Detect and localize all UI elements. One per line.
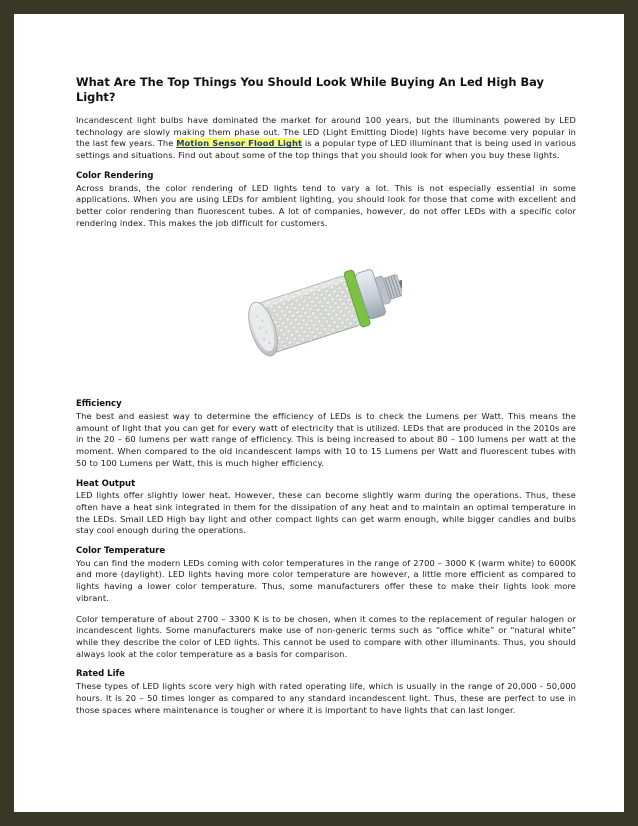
document-page <box>14 14 624 812</box>
section-body-efficiency: The best and easiest way to determine the efficiency of LEDs is to check the Lumens per Watt. This means the amount of light that you can get for every watt of electricity that is utilized. LEDs that are produced in the 2010s are in the 20 – 60 lumens per watt range of efficiency. This is being increased to about 80 – 100 lumens per watt at the moment. When compared to the old incandescent lamps with 10 to 15 Lumens per Watt and fluorescent tubes with 50 to 100 Lumens per Watt, this is much higher efficiency. <box>76 411 576 468</box>
section-body-heat-output: LED lights offer slightly lower heat. However, these can become slightly warm during the operations. Thus, these often have a heat sink integrated in them for the dissipation of any heat and to maintain an optimal temperature in the LEDs. Small LED High bay light and other compact lights can get warm enough, while bigger candles and bulbs stay cool enough during the operations. <box>76 490 576 536</box>
intro-paragraph <box>76 115 576 162</box>
section-body-rated-life: These types of LED lights score very high with rated operating life, which is usually in the range of 20,000 - 50,000 hours. It is 20 – 50 times longer as compared to any standard incandescent light. Thus, these are perfect to use in those spaces where maintenance is tougher or where it is important to have lights that can last longer. <box>76 681 576 715</box>
section-heading-rated-life: Rated Life <box>76 669 125 680</box>
section-body-color-rendering: Across brands, the color rendering of LED lights tend to vary a lot. This is not especially essential in some applications. When you are using LEDs for ambient lighting, you should look for those that come with excellent and better color rendering than fluorescent tubes. A lot of companies, however, do not offer LEDs with a specific color rendering index. This makes the job difficult for customers. <box>76 182 576 228</box>
intro-text-after: is a popular type of LED illuminant that is being used in various settings and situations. Find out about some of the top things that you should look for when you buy these lights. <box>76 138 577 161</box>
led-corn-bulb-image <box>76 238 576 388</box>
section-heading-efficiency: Efficiency <box>76 399 122 410</box>
section-heading-heat-output: Heat Output <box>76 478 136 489</box>
article-title: What Are The Top Things You Should Look While Buying An Led High Bay Light? <box>76 75 544 104</box>
section-body-color-temperature: You can find the modern LEDs coming with color temperatures in the range of 2700 – 3000 K (warm white) to 6000K and more (daylight). LED lights having more color temperature are however, a little more efficient as compared to lights having a lower color temperature. Thus, some manufacturers offer these to make their lights look more vibrant. <box>76 557 576 603</box>
led-corn-bulb-illustration <box>242 238 402 386</box>
section-heading-color-temperature: Color Temperature <box>76 546 166 557</box>
motion-sensor-flood-light-link[interactable]: Motion Sensor Flood Light <box>176 138 303 149</box>
section-heading-color-rendering: Color Rendering <box>76 170 154 181</box>
section-body-color-temperature-2: Color temperature of about 2700 – 3300 K is to be chosen, when it comes to the replacement of regular halogen or incandescent lights. Some manufacturers make use of non-generic terms such as “office white” or “natural white” while they describe the color of LED lights. This cannot be used to compare with other illuminants. Thus, you should always look at the color temperature as a basis for comparison. <box>76 613 576 659</box>
intro-text-before: Incandescent light bulbs have dominated the market for around 100 years, but the illuminants powered by LED technology are slowly making them phase out. The LED (Light Emitting Diode) lights have become very popular in the last few years. The <box>76 115 576 149</box>
article <box>76 75 576 725</box>
